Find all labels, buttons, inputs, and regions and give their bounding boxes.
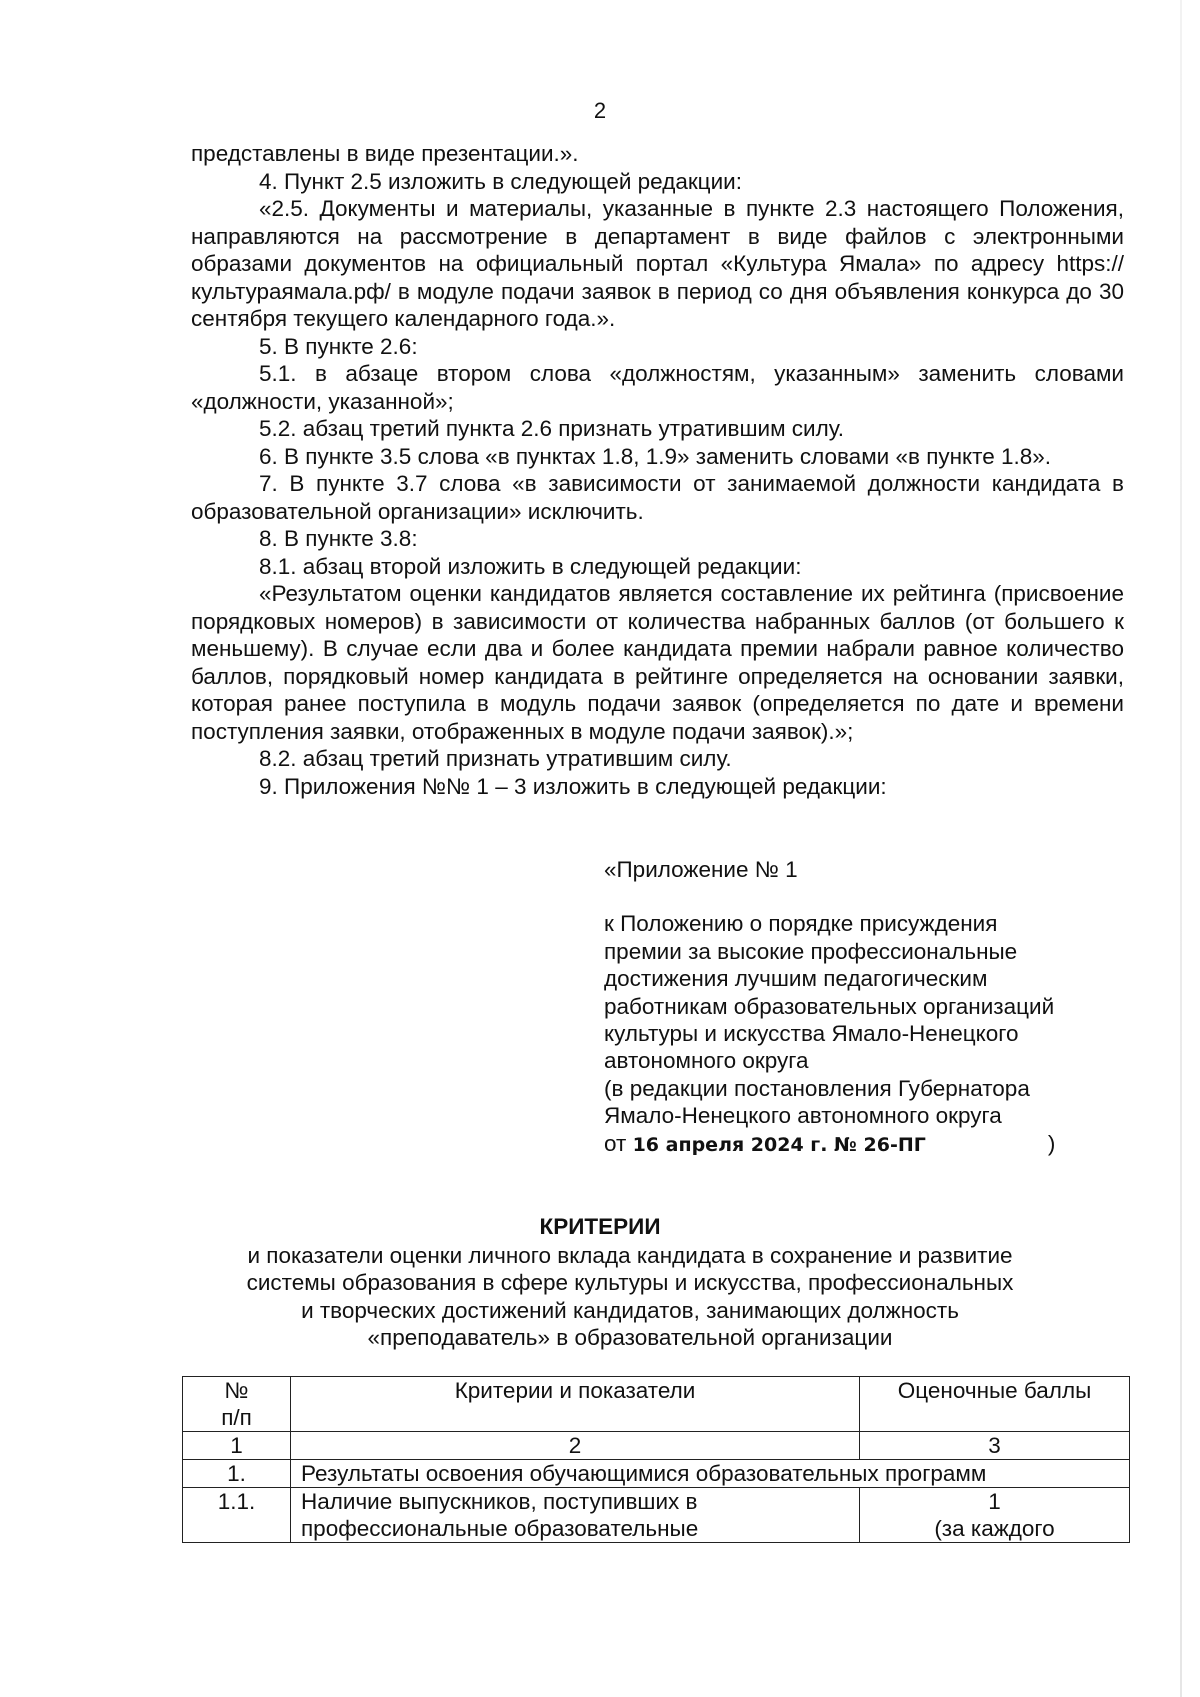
header-criteria-cell: Критерии и показатели bbox=[291, 1377, 860, 1432]
appendix-line: работникам образовательных организаций bbox=[604, 993, 1055, 1019]
decree-date-line bbox=[604, 1130, 1124, 1159]
appendix-line: автономного округа bbox=[604, 1048, 809, 1074]
table-header-row bbox=[183, 1377, 1130, 1432]
row-criterion bbox=[291, 1488, 860, 1543]
criterion-line: Наличие выпускников, поступивших в bbox=[301, 1489, 698, 1514]
column-number-row bbox=[183, 1432, 1130, 1460]
paragraph: представлены в виде презентации.». bbox=[191, 141, 579, 166]
column-number: 3 bbox=[860, 1432, 1130, 1460]
score-line: (за каждого bbox=[934, 1516, 1055, 1541]
section-number: 1. bbox=[183, 1460, 291, 1488]
criteria-table bbox=[182, 1376, 1130, 1543]
subtitle-line: и показатели оценки личного вклада кандидата в сохранение и развитие bbox=[247, 1243, 1013, 1268]
date-prefix: от bbox=[604, 1130, 633, 1156]
appendix-line: достижения лучшим педагогическим bbox=[604, 966, 988, 992]
column-number: 1 bbox=[183, 1432, 291, 1460]
amendment-text bbox=[191, 140, 1124, 800]
row-score bbox=[860, 1488, 1130, 1543]
subtitle-line: «преподаватель» в образовательной организации bbox=[367, 1324, 893, 1350]
row-number: 1.1. bbox=[183, 1488, 291, 1543]
column-number: 2 bbox=[291, 1432, 860, 1460]
spacer bbox=[604, 883, 1124, 910]
paragraph: 8. В пункте 3.8: bbox=[259, 526, 418, 551]
paragraph: 5. В пункте 2.6: bbox=[259, 333, 418, 359]
paragraph: «Результатом оценки кандидатов является составление их рейтинга (присвоение порядковых номеров) в зависимости от количества набранных баллов (от большего к меньшему). В случае если два и более кандидата премии набрали равное количество баллов, порядковый номер кандидата в рейтинге определяется на основании заявки, которая ранее поступила в модуль подачи заявок (определяется по дате и времени поступления заявки, отображенных в модуле подачи заявок).»; bbox=[191, 581, 1124, 744]
paragraph: 4. Пункт 2.5 изложить в следующей редакции: bbox=[259, 168, 742, 194]
table-section-row bbox=[183, 1460, 1130, 1488]
appendix-line: (в редакции постановления Губернатора bbox=[604, 1075, 1030, 1101]
appendix-line: премии за высокие профессиональные bbox=[604, 938, 1018, 964]
paragraph: 8.1. абзац второй изложить в следующей редакции: bbox=[259, 553, 802, 579]
paragraph: 9. Приложения №№ 1 – 3 изложить в следующей редакции: bbox=[259, 773, 887, 799]
appendix-line: Ямало-Ненецкого автономного округа bbox=[604, 1103, 1002, 1129]
score-line: 1 bbox=[988, 1489, 1001, 1514]
subtitle-line: и творческих достижений кандидатов, занимающих должность bbox=[301, 1297, 959, 1323]
page-number: 2 bbox=[593, 98, 607, 123]
appendix-line: культуры и искусства Ямало-Ненецкого bbox=[604, 1021, 1019, 1047]
appendix-title: «Приложение № 1 bbox=[604, 857, 798, 882]
header-number-label: п/п bbox=[221, 1405, 252, 1430]
criteria-title: КРИТЕРИИ bbox=[539, 1214, 661, 1239]
date-stamp: 16 апреля 2024 г. № 26-ПГ bbox=[632, 1133, 926, 1156]
criterion-line: профессиональные образовательные bbox=[301, 1516, 699, 1541]
section-title: Результаты освоения обучающимися образовательных программ bbox=[291, 1460, 1130, 1488]
appendix-heading-block bbox=[604, 856, 1124, 1159]
table-row bbox=[183, 1488, 1130, 1543]
paragraph: 8.2. абзац третий признать утратившим силу. bbox=[259, 746, 732, 771]
paragraph: 5.1. в абзаце втором слова «должностям, указанным» заменить словами «должности, указанной»; bbox=[191, 361, 1124, 414]
header-score-cell: Оценочные баллы bbox=[860, 1377, 1130, 1432]
header-number-cell bbox=[183, 1377, 291, 1432]
subtitle-line: системы образования в сфере культуры и искусства, профессиональных bbox=[246, 1270, 1014, 1296]
appendix-line: к Положению о порядке присуждения bbox=[604, 911, 998, 937]
date-suffix: ) bbox=[1047, 1130, 1056, 1156]
page-edge bbox=[1180, 0, 1182, 1697]
paragraph: 5.2. абзац третий пункта 2.6 признать утратившим силу. bbox=[259, 416, 844, 441]
criteria-subtitle bbox=[200, 1242, 1060, 1351]
paragraph: 6. В пункте 3.5 слова «в пунктах 1.8, 1.9» заменить словами «в пункте 1.8». bbox=[259, 443, 1052, 469]
header-number-label: № bbox=[224, 1378, 249, 1403]
paragraph: 7. В пункте 3.7 слова «в зависимости от занимаемой должности кандидата в образовательной организации» исключить. bbox=[191, 471, 1124, 524]
paragraph: «2.5. Документы и материалы, указанные в пункте 2.3 настоящего Положения, направляются на рассмотрение в департамент в виде файлов с электронными образами документов на официальный портал «Культура Ямала» по адресу https://культураямала.рф/ в модуле подачи заявок в период со дня объявления конкурса до 30 сентября текущего календарного года.». bbox=[191, 196, 1124, 331]
